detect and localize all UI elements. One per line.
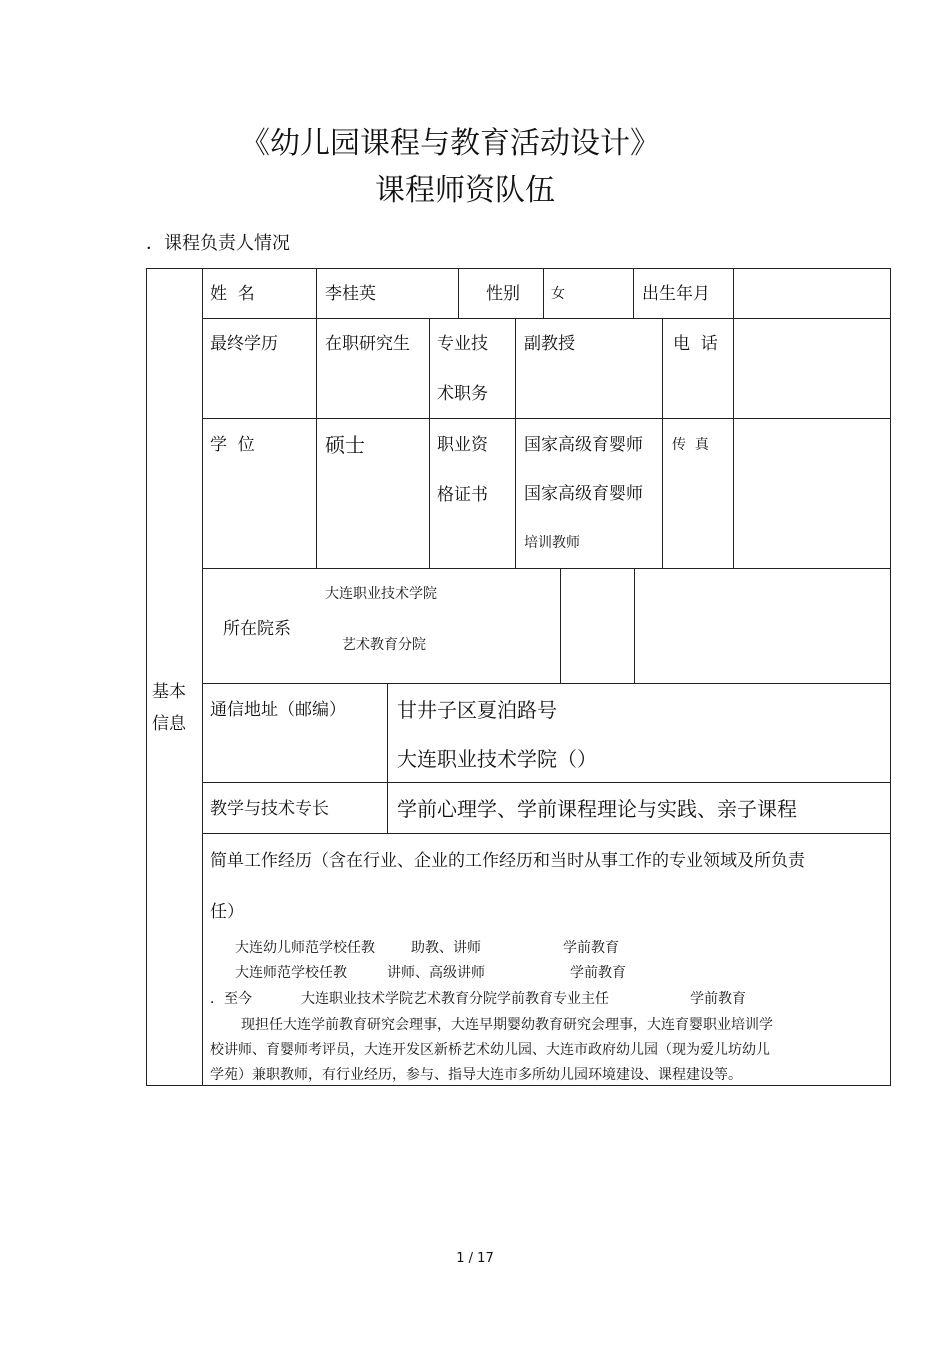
experience-org: 大连师范学校任教 [235,965,347,981]
col-line [515,318,516,568]
gender-value: 女 [551,286,565,302]
document-title: 《幼儿园课程与教育活动设计》 [240,126,660,161]
degree-value: 硕士 [325,433,365,457]
row-line [202,318,890,319]
section-heading: ．课程负责人情况 [146,233,290,254]
row-line [202,833,890,834]
address-value-2: 大连职业技术学院（） [397,747,597,771]
experience-note-3: 学苑）兼职教师，有行业经历，参与、指导大连市多所幼儿园环境建设、课程建设等。 [210,1067,742,1083]
col-line [733,318,734,568]
experience-org: 大连幼儿师范学校任教 [235,940,375,956]
table-border-left [146,268,147,1086]
name-label: 姓 名 [210,284,255,304]
experience-period: ．至今 [210,991,252,1007]
experience-note-1: 现担任大连学前教育研究会理事，大连早期婴幼教育研究会理事，大连育婴职业培训学 [241,1017,773,1033]
address-label: 通信地址（邮编） [210,700,346,720]
fax-label: 传 真 [672,437,709,453]
education-value: 在职研究生 [325,334,410,354]
col-line [633,268,634,318]
col-line [316,268,317,318]
cert-label-line: 格证书 [437,485,488,505]
dept-value-1: 大连职业技术学院 [325,586,437,602]
gender-label: 性别 [486,284,520,304]
dept-label: 所在院系 [223,619,291,639]
dept-value-2: 艺术教育分院 [342,637,426,653]
col-line [387,683,388,833]
col-line [458,268,459,318]
specialty-value: 学前心理学、学前课程理论与实践、亲子课程 [397,797,797,821]
birth-label: 出生年月 [642,284,710,304]
side-label-divider [202,268,203,1086]
col-line [634,568,635,683]
cert-value-1: 国家高级育婴师 [524,435,643,455]
cert-value-2: 国家高级育婴师 [524,484,643,504]
experience-label-2: 任） [210,902,244,922]
row-line [202,418,890,419]
name-value: 李桂英 [325,284,376,304]
experience-org: 大连职业技术学院艺术教育分院学前教育专业主任 [301,991,609,1007]
col-line [560,568,561,683]
experience-field: 学前教育 [690,991,746,1007]
row-line [202,782,890,783]
title-value: 副教授 [524,334,575,354]
title-label [437,319,488,419]
cert-label-line: 职业资 [437,435,488,455]
row-line [202,683,890,684]
cert-label [437,420,488,520]
table-border-right [890,268,891,1086]
document-subtitle: 课程师资队伍 [375,173,555,208]
experience-role: 讲师、高级讲师 [387,965,485,981]
experience-field: 学前教育 [563,940,619,956]
address-value-1: 甘井子区夏泊路号 [397,698,557,722]
cert-value-3: 培训教师 [524,535,580,551]
phone-label: 电 话 [673,334,718,354]
col-line [429,318,430,568]
col-line [733,268,734,318]
side-label-line: 信息 [152,714,186,734]
table-border-bottom [146,1085,891,1086]
side-label-line: 基本 [152,682,186,702]
row-line [202,568,890,569]
education-label: 最终学历 [210,334,278,354]
experience-field: 学前教育 [570,965,626,981]
page-number: 1 / 17 [456,1251,494,1266]
degree-label: 学 位 [210,435,255,455]
side-label [152,676,186,740]
experience-note-2: 校讲师、育婴师考评员，大连开发区新桥艺术幼儿园、大连市政府幼儿园（现为爱儿坊幼儿 [210,1042,770,1058]
title-label-line: 专业技 [437,334,488,354]
table-border-top [146,268,891,269]
title-label-line: 术职务 [437,384,488,404]
col-line [662,318,663,568]
experience-role: 助教、讲师 [411,940,481,956]
experience-label-1: 简单工作经历（含在行业、企业的工作经历和当时从事工作的专业领域及所负责 [210,851,805,871]
col-line [543,268,544,318]
specialty-label: 教学与技术专长 [210,799,329,819]
col-line [316,318,317,568]
